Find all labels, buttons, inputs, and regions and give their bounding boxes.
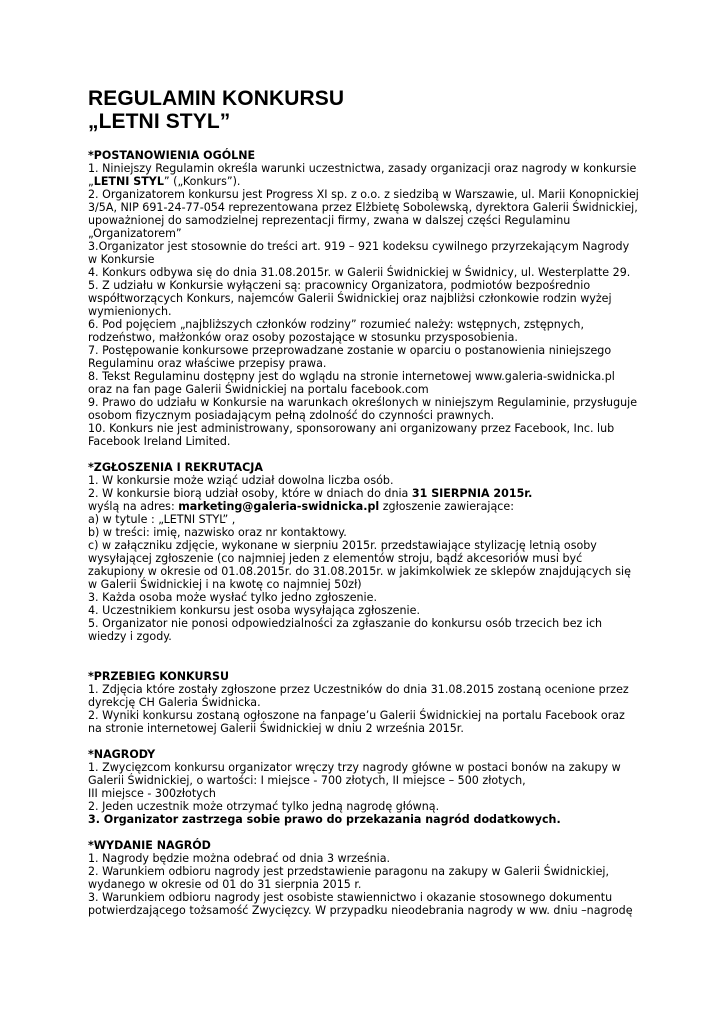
- paragraph: [88, 344, 640, 370]
- paragraph: [88, 891, 640, 917]
- text-run: ” („Konkurs”).: [163, 175, 241, 188]
- text-run: b) w treści: imię, nazwisko oraz nr kontaktowy.: [88, 526, 347, 539]
- text-run: 2. Wyniki konkursu zostaną ogłoszone na fanpage’u Galerii Świdnickiej na portalu Facebook oraz na stronie internetowej Galerii Świdnickiej w dniu 2 września 2015r.: [88, 709, 625, 735]
- text-run: 4. Konkurs odbywa się do dnia 31.08.2015r. w Galerii Świdnickiej w Świdnicy, ul. Westerplatte 29.: [88, 266, 631, 279]
- text-run: 1. Zdjęcia które zostały zgłoszone przez Uczestników do dnia 31.08.2015 zostaną ocenione przez dyrekcję CH Galeria Świdnicka.: [88, 683, 629, 709]
- text-run: III miejsce - 300złotych: [88, 787, 216, 800]
- text-run: 1. Zwycięzcom konkursu organizator wręczy trzy nagrody główne w postaci bonów na zakupy w Galerii Świdnickiej, o wartości: I miejsce - 700 złotych, II miejsce – 500 złotych,: [88, 761, 621, 787]
- paragraph: [88, 787, 640, 800]
- paragraph: [88, 761, 640, 787]
- section: [88, 748, 640, 826]
- sections-container: [88, 149, 640, 917]
- paragraph: [88, 709, 640, 735]
- text-run: 3. Każda osoba może wysłać tylko jedno zgłoszenie.: [88, 591, 377, 604]
- section: [88, 461, 640, 643]
- paragraph: [88, 240, 640, 266]
- text-run: 1. Niniejszy Regulamin określa warunki uczestnictwa, zasady organizacji oraz nagrody w konkursie „: [88, 162, 637, 188]
- text-run: zgłoszenie zawierające:: [379, 500, 514, 513]
- section: [88, 670, 640, 735]
- text-run: 2. Jeden uczestnik może otrzymać tylko jedną nagrodę główną.: [88, 800, 440, 813]
- paragraph: [88, 539, 640, 591]
- section-heading: *NAGRODY: [88, 748, 156, 761]
- text-run: a) w tytule : „LETNI STYL” ,: [88, 513, 236, 526]
- section-heading: *PRZEBIEG KONKURSU: [88, 670, 229, 683]
- text-run: 6. Pod pojęciem „najbliższych członków rodziny” rozumieć należy: wstępnych, zstępnych, rodzeństwo, małżonków oraz osoby pozostające w stosunku przysposobienia.: [88, 318, 584, 344]
- paragraph: [88, 266, 640, 279]
- text-run: 5. Organizator nie ponosi odpowiedzialności za zgłaszanie do konkursu osób trzecich bez ich wiedzy i zgody.: [88, 617, 603, 643]
- text-run: 8. Tekst Regulaminu dostępny jest do wglądu na stronie internetowej www.galeria-swidnicka.pl oraz na fan page Galerii Świdnickiej na portalu facebook.com: [88, 370, 615, 396]
- paragraph: [88, 852, 640, 865]
- text-run: 3.Organizator jest stosownie do treści art. 919 – 921 kodeksu cywilnego przyrzekającym Nagrody w Konkursie: [88, 240, 630, 266]
- paragraph: [88, 591, 640, 604]
- text-run: 7. Postępowanie konkursowe przeprowadzane zostanie w oparciu o postanowienia niniejszego Regulaminu oraz właściwe przepisy prawa.: [88, 344, 612, 370]
- paragraph: [88, 370, 640, 396]
- paragraph: [88, 617, 640, 643]
- bold-text: 3. Organizator zastrzega sobie prawo do przekazania nagród dodatkowych.: [88, 813, 561, 826]
- section-heading: *WYDANIE NAGRÓD: [88, 839, 211, 852]
- paragraph: [88, 683, 640, 709]
- paragraph: [88, 487, 640, 500]
- paragraph: [88, 513, 640, 526]
- text-run: c) w załączniku zdjęcie, wykonane w sierpniu 2015r. przedstawiające stylizację letnią osoby wysyłającej zgłoszenie (co najmniej jeden z elementów stroju, bądź akcesoriów musi być zakupiony w okresie od 01.08.2015r. do 31.08.2015r. w jakimkolwiek ze sklepów znajdujących się w Galerii Świdnickiej i na kwotę co najmniej 50zł): [88, 539, 631, 591]
- paragraph: [88, 396, 640, 422]
- paragraph: [88, 422, 640, 448]
- paragraph: [88, 188, 640, 240]
- document-title: REGULAMIN KONKURSU: [88, 87, 345, 110]
- paragraph: [88, 318, 640, 344]
- bold-text: 31 SIERPNIA 2015r.: [411, 487, 533, 500]
- paragraph: [88, 604, 640, 617]
- text-run: 5. Z udziału w Konkursie wyłączeni są: pracownicy Organizatora, podmiotów bezpośrednio współtworzących Konkurs, najemców Galerii Świdnickiej oraz najbliżsi członkowie rodzin wyżej wymienionych.: [88, 279, 612, 318]
- paragraph: [88, 474, 640, 487]
- document-body: [88, 87, 640, 917]
- paragraph: [88, 865, 640, 891]
- paragraph: [88, 162, 640, 188]
- text-run: 9. Prawo do udziału w Konkursie na warunkach określonych w niniejszym Regulaminie, przysługuje osobom fizycznym posiadającym pełną zdolność do czynności prawnych.: [88, 396, 638, 422]
- text-run: 2. Organizatorem konkursu jest Progress XI sp. z o.o. z siedzibą w Warszawie, ul. Marii Konopnickiej 3/5A, NIP 691-24-77-054 reprezentowana przez Elżbietę Sobolewską, dyrektora Galerii Świdnickiej, upoważnionej do samodzielnej reprezentacji firmy, zwana w dalszej części Regulaminu „Organizatorem”: [88, 188, 639, 240]
- paragraph: [88, 800, 640, 813]
- paragraph: [88, 526, 640, 539]
- document-subtitle: „LETNI STYL”: [88, 110, 231, 133]
- text-run: 1. Nagrody będzie można odebrać od dnia 3 września.: [88, 852, 391, 865]
- section-heading: *ZGŁOSZENIA I REKRUTACJA: [88, 461, 263, 474]
- section-heading: *POSTANOWIENIA OGÓLNE: [88, 149, 256, 162]
- text-run: wyślą na adres:: [88, 500, 179, 513]
- text-run: 4. Uczestnikiem konkursu jest osoba wysyłająca zgłoszenie.: [88, 604, 420, 617]
- section: [88, 149, 640, 448]
- text-run: 2. Warunkiem odbioru nagrody jest przedstawienie paragonu na zakupy w Galerii Świdnickiej, wydanego w okresie od 01 do 31 sierpnia 2015 r.: [88, 865, 610, 891]
- paragraph: [88, 500, 640, 513]
- paragraph: [88, 279, 640, 318]
- text-run: 3. Warunkiem odbioru nagrody jest osobiste stawiennictwo i okazanie stosownego dokumentu potwierdzającego tożsamość Zwycięzcy. W przypadku nieodebrania nagrody w ww. dniu –nagrodę: [88, 891, 633, 917]
- section: [88, 839, 640, 917]
- paragraph: [88, 813, 640, 826]
- text-run: 2. W konkursie biorą udział osoby, które w dniach do dnia: [88, 487, 412, 500]
- bold-text: marketing@galeria-swidnicka.pl: [178, 500, 380, 513]
- bold-text: LETNI STYL: [93, 175, 164, 188]
- text-run: 1. W konkursie może wziąć udział dowolna liczba osób.: [88, 474, 394, 487]
- text-run: 10. Konkurs nie jest administrowany, sponsorowany ani organizowany przez Facebook, Inc. lub Facebook Ireland Limited.: [88, 422, 615, 448]
